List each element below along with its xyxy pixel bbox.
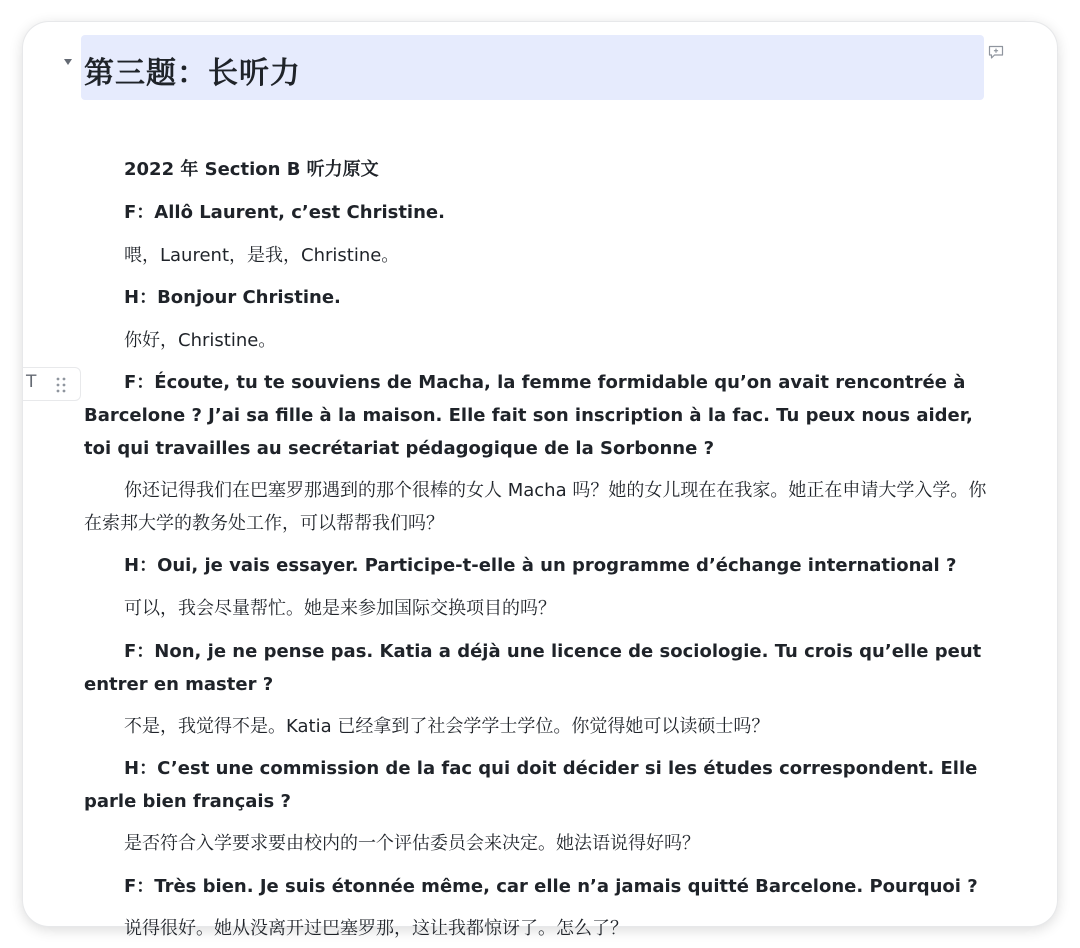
dialogue-line-french: H：C’est une commission de la fac qui doit décider si les études correspondent. Elle parle bien français ? [84, 758, 978, 812]
dialogue-line-french: F：Très bien. Je suis étonnée même, car elle n’a jamais quitté Barcelone. Pourquoi ? [124, 876, 978, 897]
dialogue-line-french: F：Allô Laurent, c’est Christine. [124, 202, 445, 223]
text-type-icon[interactable]: T [26, 372, 37, 392]
dialogue-line-chinese: 不是，我觉得不是。Katia 已经拿到了社会学学士学位。你觉得她可以读硕士吗？ [124, 716, 770, 737]
chevron-down-icon[interactable] [64, 59, 72, 65]
page-title: 第三题：长听力 [84, 56, 301, 91]
section-title: 2022 年 Section B 听力原文 [124, 159, 379, 180]
dialogue-line-chinese: 可以，我会尽量帮忙。她是来参加国际交换项目的吗？ [124, 598, 556, 619]
dialogue-line-french: F：Écoute, tu te souviens de Macha, la femme formidable qu’on avait rencontrée à Barcelone ? J’ai sa fille à la maison. Elle fait son inscription à la fac. Tu peux nous aider, toi qui travailles au secrétariat pédagogique de la Sorbonne ? [84, 372, 973, 459]
dialogue-line-chinese: 说得很好。她从没离开过巴塞罗那，这让我都惊讶了。怎么了？ [124, 918, 628, 939]
add-comment-icon[interactable] [988, 45, 1004, 59]
dialogue-line-chinese: 是否符合入学要求要由校内的一个评估委员会来决定。她法语说得好吗？ [124, 833, 700, 854]
dialogue-line-french: H：Oui, je vais essayer. Participe-t-elle à un programme d’échange international ? [124, 555, 957, 576]
heading-block[interactable] [81, 35, 984, 100]
document-card [23, 22, 1057, 939]
dialogue-line-chinese: 喂，Laurent，是我，Christine。 [124, 245, 400, 266]
dialogue-line-chinese: 你好，Christine。 [124, 330, 277, 351]
dialogue-line-chinese: 你还记得我们在巴塞罗那遇到的那个很棒的女人 Macha 吗？她的女儿现在在我家。她正在申请大学入学。你在索邦大学的教务处工作，可以帮帮我们吗？ [84, 480, 987, 534]
drag-handle-icon[interactable] [56, 377, 66, 393]
dialogue-line-french: F：Non, je ne pense pas. Katia a déjà une licence de sociologie. Tu crois qu’elle peut entrer en master ? [84, 641, 982, 695]
dialogue-line-french: H：Bonjour Christine. [124, 287, 341, 308]
block-toolbar [23, 367, 81, 401]
